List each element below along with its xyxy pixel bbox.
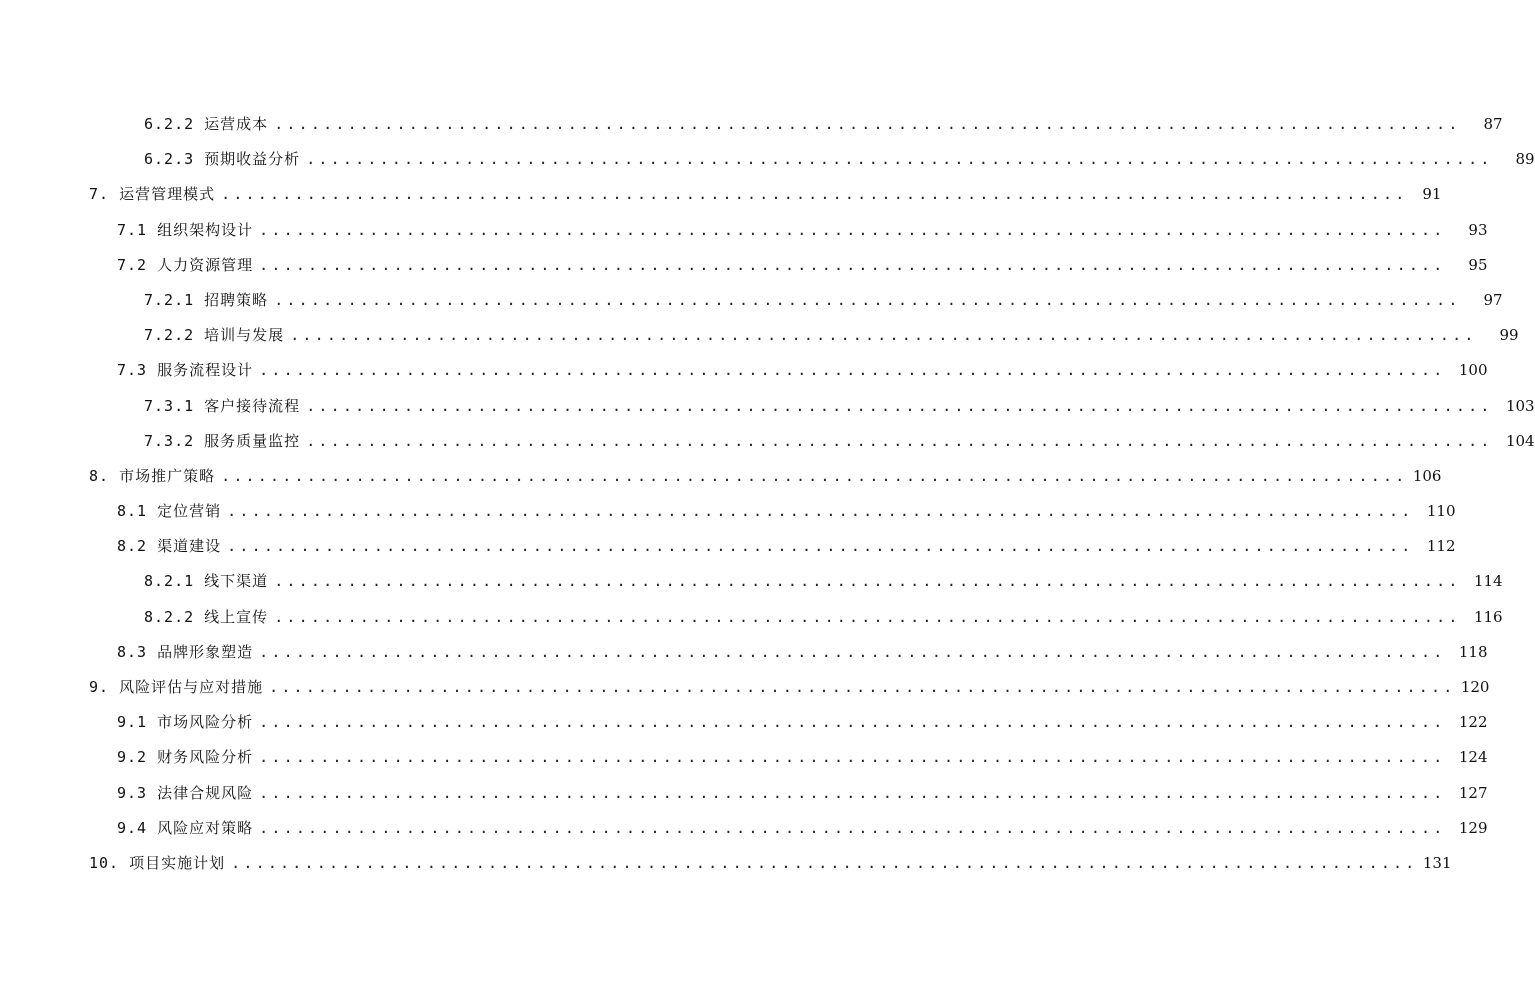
- toc-entry[interactable]: [0, 529, 1456, 564]
- toc-entry-label: 9.2 财务风险分析: [117, 748, 254, 767]
- toc-dot-leader: .................................................................................................: [221, 185, 1408, 204]
- toc-dot-leader: .................................................................................................: [259, 748, 1446, 767]
- toc-dot-leader: .................................................................................................: [227, 537, 1414, 556]
- toc-dot-leader: .................................................................................................: [259, 220, 1446, 239]
- table-of-contents: [0, 107, 1535, 881]
- toc-dot-leader: .................................................................................................: [259, 255, 1446, 274]
- toc-entry-label: 7.2 人力资源管理: [117, 255, 254, 274]
- toc-entry-label: 7. 运营管理模式: [89, 185, 216, 204]
- toc-dot-leader: .................................................................................................: [259, 713, 1446, 732]
- toc-entry[interactable]: [0, 177, 1442, 212]
- toc-page-number: 114: [1473, 572, 1503, 591]
- toc-entry[interactable]: [0, 776, 1488, 811]
- toc-entry[interactable]: [0, 424, 1535, 459]
- toc-page-number: 103: [1505, 396, 1535, 415]
- toc-page-number: 97: [1483, 290, 1503, 309]
- toc-page-number: 112: [1426, 537, 1456, 556]
- toc-entry[interactable]: [0, 494, 1456, 529]
- toc-entry[interactable]: [0, 318, 1519, 353]
- toc-page-number: 124: [1458, 748, 1488, 767]
- toc-page-number: 95: [1468, 255, 1488, 274]
- toc-dot-leader: .................................................................................................: [274, 572, 1461, 591]
- toc-entry[interactable]: [0, 213, 1488, 248]
- toc-page-number: 100: [1458, 361, 1488, 380]
- toc-dot-leader: .................................................................................................: [306, 150, 1493, 169]
- toc-entry-label: 9.1 市场风险分析: [117, 713, 254, 732]
- toc-entry[interactable]: [0, 705, 1488, 740]
- toc-entry[interactable]: [0, 248, 1488, 283]
- toc-page-number: 118: [1458, 642, 1488, 661]
- toc-page-number: 99: [1499, 326, 1519, 345]
- toc-entry[interactable]: [0, 564, 1503, 599]
- toc-entry[interactable]: [0, 459, 1442, 494]
- toc-entry-label: 9.4 风险应对策略: [117, 818, 254, 837]
- toc-dot-leader: .................................................................................................: [306, 396, 1493, 415]
- toc-entry[interactable]: [0, 740, 1488, 775]
- toc-entry-label: 8.3 品牌形象塑造: [117, 642, 254, 661]
- toc-dot-leader: .................................................................................................: [274, 290, 1461, 309]
- toc-page-number: 131: [1422, 853, 1452, 872]
- toc-dot-leader: .................................................................................................: [274, 115, 1461, 133]
- toc-dot-leader: .................................................................................................: [290, 326, 1477, 345]
- toc-entry-label: 10. 项目实施计划: [89, 853, 226, 872]
- toc-dot-leader: .................................................................................................: [269, 678, 1456, 696]
- toc-entry-label: 7.3.1 客户接待流程: [144, 396, 301, 415]
- toc-page-number: 110: [1426, 502, 1456, 521]
- toc-entry[interactable]: [0, 389, 1535, 424]
- toc-dot-leader: .................................................................................................: [259, 818, 1446, 837]
- toc-entry[interactable]: [0, 635, 1488, 670]
- toc-page-number: 129: [1458, 818, 1488, 837]
- toc-page-number: 89: [1515, 150, 1535, 169]
- toc-page-number: 122: [1458, 713, 1488, 732]
- toc-entry-label: 6.2.2 运营成本: [144, 115, 269, 133]
- toc-entry-label: 7.3.2 服务质量监控: [144, 431, 301, 450]
- toc-entry[interactable]: [0, 353, 1488, 388]
- toc-entry-label: 8. 市场推广策略: [89, 466, 216, 485]
- toc-page-number: 127: [1458, 783, 1488, 802]
- toc-dot-leader: .................................................................................................: [306, 431, 1493, 450]
- toc-page-number: 106: [1412, 466, 1442, 485]
- toc-entry[interactable]: [0, 846, 1452, 881]
- toc-entry-label: 8.2 渠道建设: [117, 537, 222, 556]
- toc-entry-label: 9.3 法律合规风险: [117, 783, 254, 802]
- toc-dot-leader: .................................................................................................: [274, 607, 1461, 626]
- toc-entry[interactable]: [0, 600, 1503, 635]
- toc-dot-leader: .................................................................................................: [259, 361, 1446, 380]
- toc-entry[interactable]: [0, 142, 1535, 177]
- toc-entry-label: 9. 风险评估与应对措施: [89, 678, 264, 696]
- toc-entry[interactable]: [0, 283, 1503, 318]
- toc-page-number: 104: [1505, 431, 1535, 450]
- toc-dot-leader: .................................................................................................: [259, 783, 1446, 802]
- toc-entry-label: 8.1 定位营销: [117, 502, 222, 521]
- toc-dot-leader: .................................................................................................: [227, 502, 1414, 521]
- toc-entry-label: 6.2.3 预期收益分析: [144, 150, 301, 169]
- toc-dot-leader: .................................................................................................: [221, 466, 1408, 485]
- toc-entry-label: 7.2.2 培训与发展: [144, 326, 285, 345]
- toc-page-number: 87: [1483, 115, 1503, 133]
- toc-entry-label: 7.2.1 招聘策略: [144, 290, 269, 309]
- toc-page-number: 93: [1468, 220, 1488, 239]
- toc-entry[interactable]: [0, 811, 1488, 846]
- toc-page-number: 116: [1473, 607, 1503, 626]
- toc-page-number: 91: [1422, 185, 1442, 204]
- toc-entry-label: 7.1 组织架构设计: [117, 220, 254, 239]
- toc-entry[interactable]: [0, 670, 1490, 705]
- toc-dot-leader: .................................................................................................: [259, 642, 1446, 661]
- toc-entry-label: 8.2.2 线上宣传: [144, 607, 269, 626]
- toc-entry-label: 7.3 服务流程设计: [117, 361, 254, 380]
- toc-entry-label: 8.2.1 线下渠道: [144, 572, 269, 591]
- toc-page-number: 120: [1460, 678, 1490, 696]
- toc-entry[interactable]: [0, 107, 1503, 142]
- toc-dot-leader: .................................................................................................: [231, 853, 1418, 872]
